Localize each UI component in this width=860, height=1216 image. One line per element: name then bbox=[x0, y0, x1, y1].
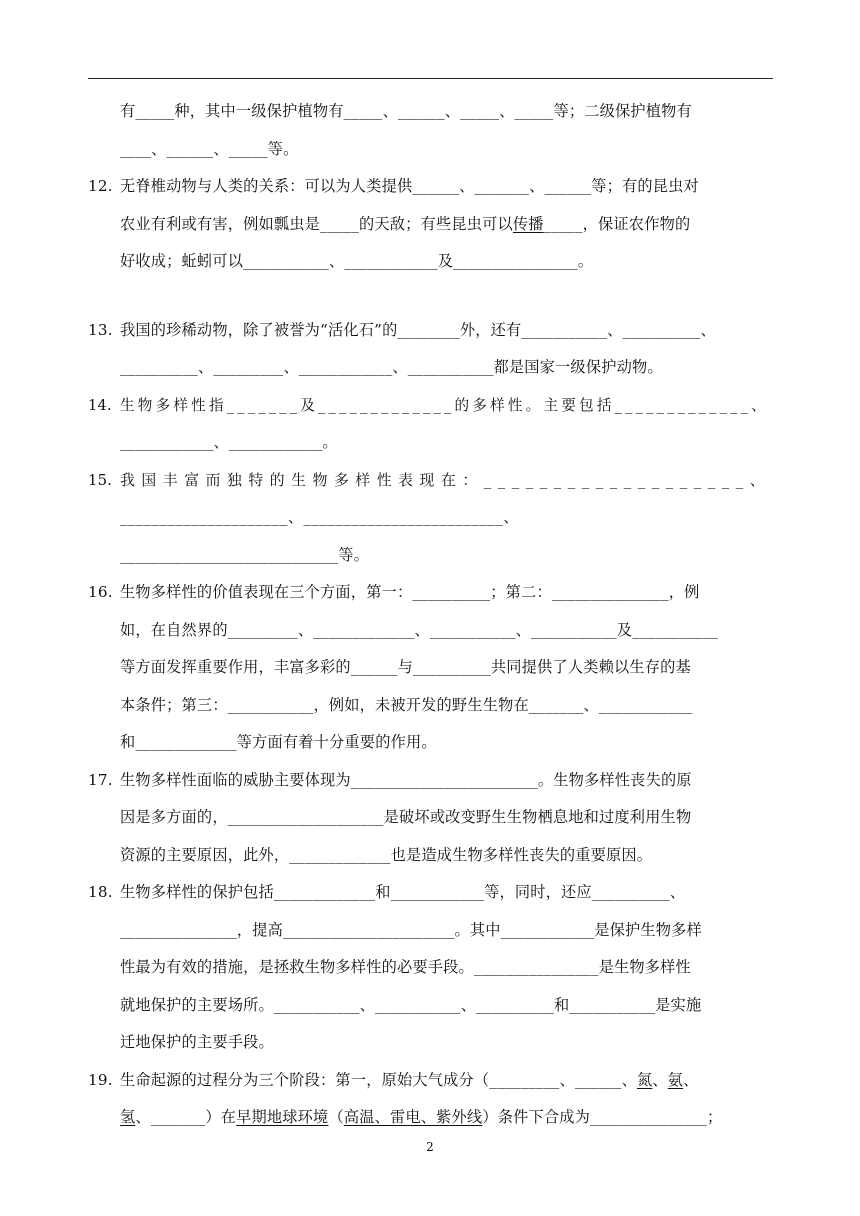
text-line: 性最为有效的措施，是拯救生物多样性的必要手段。________________是生物多样性 bbox=[120, 958, 691, 976]
question-number: 16. bbox=[88, 583, 113, 601]
text-line: ____________、____________。 bbox=[120, 433, 338, 451]
question-number: 12. bbox=[88, 177, 113, 195]
text-line: ____、______、_____等。 bbox=[120, 139, 299, 158]
question-12: 12. 无脊椎动物与人类的关系：可以为人类提供______、_______、______等；有的昆虫对 bbox=[88, 168, 773, 206]
question-15: 15. 我国丰富而独特的生物多样性表现在：___________________、 bbox=[88, 462, 773, 500]
question-number: 14. bbox=[88, 396, 112, 414]
text-line: 就地保护的主要场所。___________、___________、__________和___________是实施 bbox=[120, 995, 702, 1014]
text-line: 等方面发挥重要作用，丰富多彩的______与__________共同提供了人类赖以生存的基 bbox=[120, 658, 691, 676]
question-number: 17. bbox=[88, 770, 113, 789]
question-number: 13. bbox=[88, 320, 113, 339]
text-line: ____________________________等。 bbox=[120, 545, 369, 564]
question-17: 17. 生物多样性面临的威胁主要体现为________________________。生物多样性丧失的原 bbox=[88, 762, 773, 800]
question-16: 16. 生物多样性的价值表现在三个方面，第一：__________；第二：_______________，例 bbox=[88, 574, 773, 612]
text-line: 资源的主要原因，此外，_____________也是造成生物多样性丧失的重要原因。 bbox=[120, 845, 653, 864]
question-list bbox=[88, 93, 773, 1137]
question-14: 14. 生物多样性指_______及_____________的多样性。主要包括_____________、 bbox=[88, 387, 773, 425]
header-rule bbox=[88, 78, 773, 79]
text-line: 和_____________等方面有着十分重要的作用。 bbox=[120, 733, 437, 751]
page-number: 2 bbox=[426, 1140, 434, 1154]
text-line: __________、_________、____________、___________都是国家一级保护动物。 bbox=[120, 358, 663, 376]
text-line: 好收成；蚯蚓可以___________、____________及________________。 bbox=[120, 252, 594, 270]
question-number: 18. bbox=[88, 883, 113, 901]
text-line: 本条件；第三：___________，例如，未被开发的野生生物在_______、____________ bbox=[120, 695, 693, 714]
question-19: 19. 生命起源的过程分为三个阶段：第一，原始大气成分（_________、______、氮、氨、 bbox=[88, 1062, 773, 1100]
text-line: 因是多方面的，____________________是破坏或改变野生生物栖息地和过度利用生物 bbox=[120, 808, 692, 826]
text-line: 氢、_______）在早期地球环境（高温、雷电、紫外线）条件下合成为_______________； bbox=[120, 1108, 723, 1126]
question-18: 18. 生物多样性的保护包括_____________和____________等，同时，还应__________、 bbox=[88, 874, 773, 912]
question-number: 19. bbox=[88, 1070, 113, 1089]
text-line: 如，在自然界的_________、_____________、___________、___________及___________ bbox=[120, 620, 718, 639]
text-line: 农业有利或有害，例如瓢虫是_____的天敌；有些昆虫可以传播_____，保证农作物的 bbox=[120, 214, 691, 233]
question-number: 15. bbox=[88, 471, 113, 489]
text-line: _______________，提高______________________。其中____________是保护生物多样 bbox=[120, 920, 702, 939]
text-line: _____________________、_________________________、 bbox=[120, 508, 519, 526]
text-line: 迁地保护的主要手段。 bbox=[120, 1033, 274, 1051]
question-13: 13. 我国的珍稀动物，除了被誉为“活化石”的________外，还有___________、__________、 bbox=[88, 312, 773, 350]
text-line: 有_____种，其中一级保护植物有_____、______、_____、_____等；二级保护植物有 bbox=[120, 102, 692, 120]
